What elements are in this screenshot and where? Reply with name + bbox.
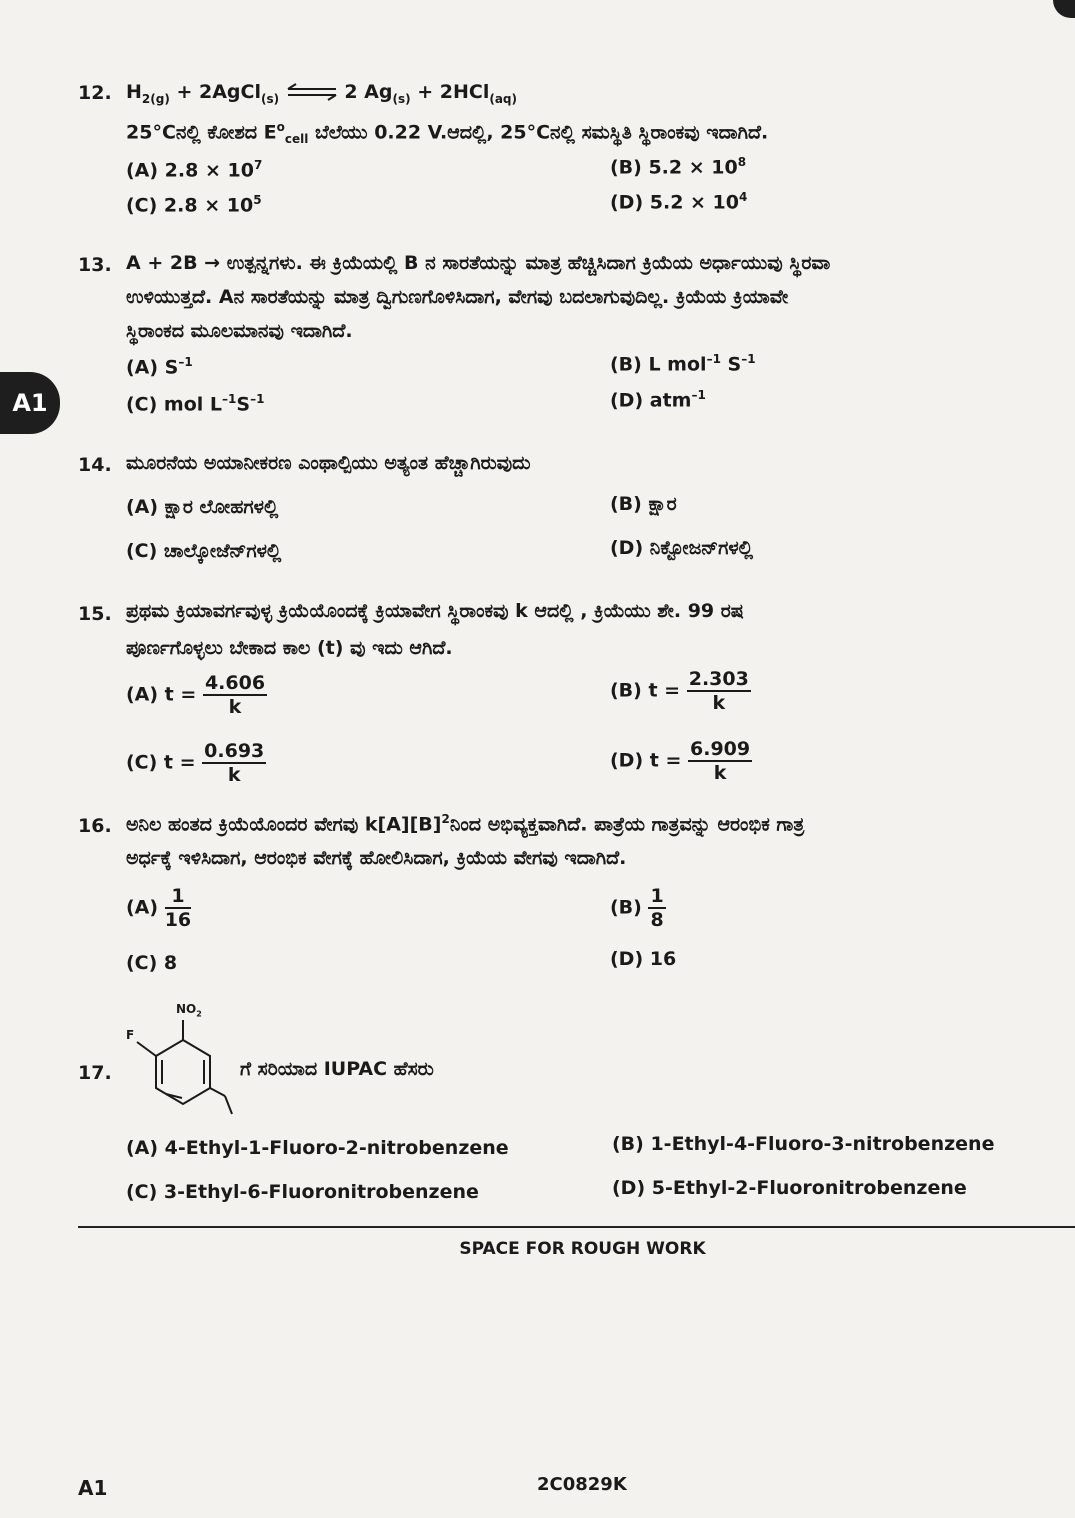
q17-stem: ಗೆ ಸರಿಯಾದ IUPAC ಹೆಸರು <box>240 1058 434 1080</box>
q15-number: 15. <box>78 603 112 625</box>
q15-option-b: (B) t = $\frac{2.303}{k}$ <box>610 668 749 714</box>
rough-work-heading: SPACE FOR ROUGH WORK <box>459 1239 706 1259</box>
q17-option-d: (D) 5-Ethyl-2-Fluoronitrobenzene <box>612 1177 967 1199</box>
q15-option-c: (C) t = $\frac{0.693}{k}$ <box>126 740 265 786</box>
q16-option-a: (A) $\frac{1}{16}$ <box>126 885 192 931</box>
q12-option-d: (D) $5.2 \times 10^4$ <box>610 190 748 214</box>
q16-option-b: (B) $\frac{1}{8}$ <box>610 885 664 931</box>
equilibrium-arrows-icon <box>286 83 338 101</box>
q16-line2: ಅರ್ಧಕ್ಕೆ ಇಳಿಸಿದಾಗ, ಆರಂಭಿಕ ವೇಗಕ್ಕೆ ಹೋಲಿಸಿದಾಗ, ಕ್ರಿಯೆಯ ವೇಗವು ಇದಾಗಿದೆ. <box>126 847 627 869</box>
q12-stem-a: 25°Cನಲ್ಲಿ ಕೋಶದ E <box>126 121 277 144</box>
q15-option-a: (A) t = $\frac{4.606}{k}$ <box>126 672 266 718</box>
q14-option-d: (D) ನಿಕ್ಟೋಜನ್‌ಗಳಲ್ಲಿ <box>610 537 754 559</box>
q12-stem: 25°Cನಲ್ಲಿ ಕೋಶದ $E^o_{cell}$ ಬೆಲೆಯು 0.22 V.ಆದಲ್ಲಿ, 25°Cನಲ್ಲಿ ಸಮಸ್ಥಿತಿ ಸ್ಥಿರಾಂಕವು ಇದಾಗಿದೆ. <box>126 120 769 147</box>
q16-line1: ಅನಿಲ ಹಂತದ ಕ್ರಿಯೆಯೊಂದರ ವೇಗವು $k[A][B]^2ನಿಂದ$ ಅಭಿವ್ಯಕ್ತವಾಗಿದೆ. ಪಾತ್ರೆಯ ಗಾತ್ರವನ್ನು ಆರಂಭಿಕ ಗಾತ್ರ <box>126 812 805 836</box>
divider-rule <box>78 1226 1075 1228</box>
q12-option-b: (B) $5.2 \times 10^8$ <box>610 155 747 179</box>
q15-line1: ಪ್ರಥಮ ಕ್ರಿಯಾವರ್ಗವುಳ್ಳ ಕ್ರಿಯೆಯೊಂದಕ್ಕೆ ಕ್ರಿಯಾವೇಗ ಸ್ಥಿರಾಂಕವು k ಆದಲ್ಲಿ , ಕ್ರಿಯೆಯು ಶೇ. 99 ರಷ <box>126 600 744 622</box>
q13-option-c: (C) mol $L^{-1}S^{-1}$ <box>126 392 265 416</box>
q14-stem: ಮೂರನೆಯ ಅಯಾನೀಕರಣ ಎಂಥಾಲ್ಪಿಯು ಅತ್ಯಂತ ಹೆಚ್ಚಾಗಿರುವುದು <box>126 452 531 474</box>
q14-number: 14. <box>78 454 112 476</box>
q12-equation: $H_{2(g)}$ + 2AgCl$_{(s)}$ 2 $Ag_{(s)} + 2HCl_{(aq)}$ <box>126 81 517 106</box>
q14-option-b: (B) ಕ್ಷಾರ <box>610 493 677 515</box>
q13-line1: A + 2B → ಉತ್ಪನ್ನಗಳು. ಈ ಕ್ರಿಯೆಯಲ್ಲಿ B ನ ಸಾರತೆಯನ್ನು ಮಾತ್ರ ಹೆಚ್ಚಿಸಿದಾಗ ಕ್ರಿಯೆಯ ಅರ್ಧಾಯುವು ಸ್ಥಿರವಾ <box>126 252 831 274</box>
q17-option-a: (A) 4-Ethyl-1-Fluoro-2-nitrobenzene <box>126 1137 509 1159</box>
q17-option-c: (C) 3-Ethyl-6-Fluoronitrobenzene <box>126 1181 479 1203</box>
q14-option-c: (C) ಚಾಲ್ಕೋಜೆನ್‌ಗಳಲ್ಲಿ <box>126 540 282 562</box>
q13-option-d: (D) atm$^{-1}$ <box>610 388 706 412</box>
side-tab: A1 <box>0 372 60 434</box>
q16-option-d: (D) 16 <box>610 948 677 970</box>
q12-option-a: (A) $2.8 \times 10^7$ <box>126 158 263 182</box>
q15-line2: ಪೂರ್ಣಗೊಳ್ಳಲು ಬೇಕಾದ ಕಾಲ (t) ವು ಇದು ಆಗಿದೆ. <box>126 637 453 659</box>
q12-option-c: (C) $2.8 \times 10^5$ <box>126 193 262 217</box>
q16-option-c: (C) 8 <box>126 952 178 974</box>
q12-number: 12. <box>78 82 112 104</box>
fluoro-label: F <box>126 1028 135 1042</box>
q17-number: 17. <box>78 1062 112 1084</box>
q13-line2: ಉಳಿಯುತ್ತದೆ. Aನ ಸಾರತೆಯನ್ನು ಮಾತ್ರ ದ್ವಿಗುಣಗೊಳಿಸಿದಾಗ, ವೇಗವು ಬದಲಾಗುವುದಿಲ್ಲ. ಕ್ರಿಯೆಯ ಕ್ರಿಯಾವೇ <box>126 286 789 308</box>
structure-diagram <box>120 1000 245 1115</box>
q13-option-a: (A) $S^{-1}$ <box>126 355 193 379</box>
q13-line3: ಸ್ಥಿರಾಂಕದ ಮೂಲಮಾನವು ಇದಾಗಿದೆ. <box>126 320 353 342</box>
benzene-ring-icon <box>120 1000 245 1115</box>
q13-number: 13. <box>78 254 112 276</box>
q16-number: 16. <box>78 815 112 837</box>
q15-option-d: (D) t = $\frac{6.909}{k}$ <box>610 738 751 784</box>
q12-stem-b: ಬೆಲೆಯು 0.22 V.ಆದಲ್ಲಿ, 25°Cನಲ್ಲಿ ಸಮಸ್ಥಿತಿ ಸ್ಥಿರಾಂಕವು ಇದಾಗಿದೆ. <box>314 121 769 144</box>
footer-set-code: A1 <box>78 1476 108 1500</box>
q14-option-a: (A) ಕ್ಷಾರ ಲೋಹಗಳಲ್ಲಿ <box>126 496 279 518</box>
q13-option-b: (B) L mol$^{-1}$ $S^{-1}$ <box>610 352 756 376</box>
footer-paper-code: 2C0829K <box>537 1474 627 1495</box>
q17-option-b: (B) 1-Ethyl-4-Fluoro-3-nitrobenzene <box>612 1133 995 1155</box>
no2-label: $NO_2$ <box>176 1002 202 1019</box>
corner-mark <box>1053 0 1075 18</box>
